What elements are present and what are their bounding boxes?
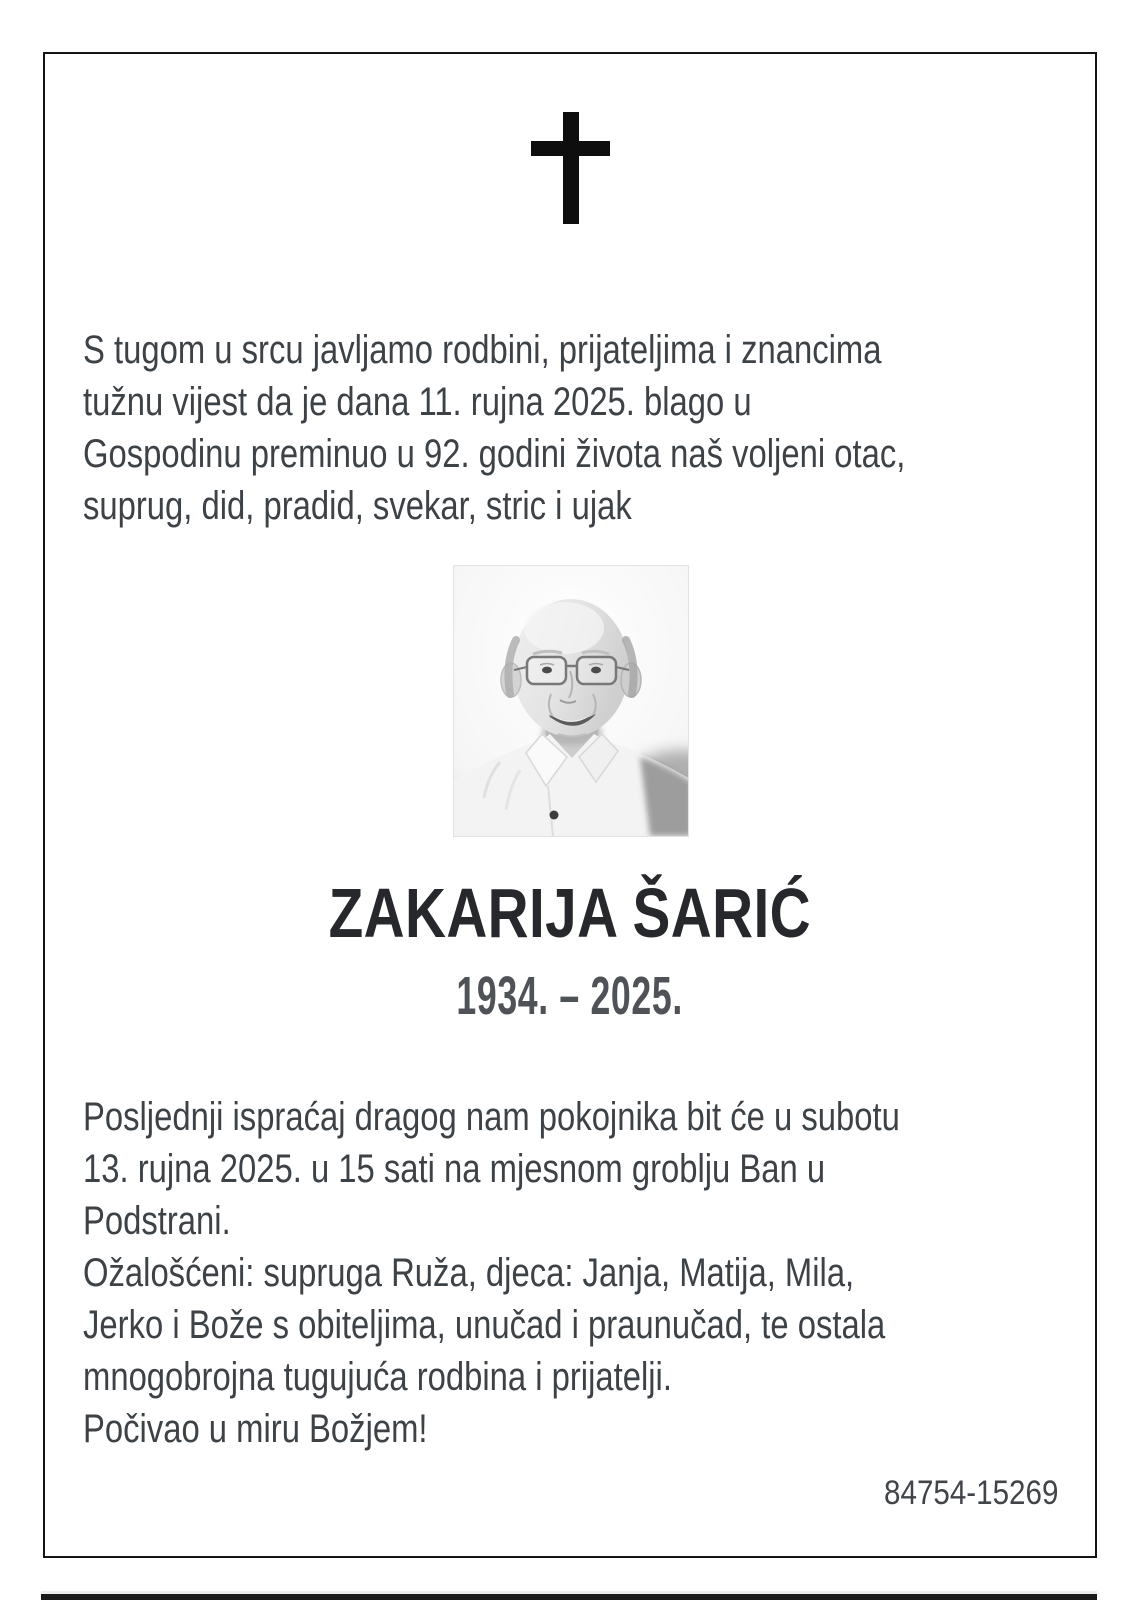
funeral-line: Posljednji ispraćaj dragog nam pokojnika bit će u subotu [83,1095,900,1139]
deceased-name-heading [45,874,1095,972]
closing-line: Počivao u miru Božjem! [83,1407,428,1451]
intro-line: suprug, did, pradid, svekar, stric i ujak [83,484,632,528]
reference-number: 84754-15269 [883,1474,1058,1512]
funeral-details-paragraph [83,1091,1083,1455]
mourners-line: Jerko i Bože s obiteljima, unučad i praunučad, te ostala [83,1303,886,1347]
deceased-name: ZAKARIJA ŠARIĆ [328,874,812,952]
deceased-portrait-photo [453,565,689,837]
mourners-line: mnogobrojna tugujuća rodbina i prijatelji. [83,1355,672,1399]
intro-line: S tugom u srcu javljamo rodbini, prijateljima i znancima [83,328,882,372]
reference-number-row [858,1473,1058,1520]
intro-line: tužnu vijest da je dana 11. rujna 2025. blago u [83,380,752,424]
obituary-card [43,52,1097,1558]
intro-line: Gospodinu preminuo u 92. godini života naš voljeni otac, [83,432,906,476]
portrait-illustration [454,566,688,836]
christian-cross-icon [531,112,611,224]
life-years: 1934. – 2025. [456,966,684,1026]
next-card-top-border [41,1594,1097,1600]
mourners-line: Ožalošćeni: supruga Ruža, djeca: Janja, Matija, Mila, [83,1251,855,1295]
funeral-line: 13. rujna 2025. u 15 sati na mjesnom groblju Ban u [83,1147,826,1191]
cross-vertical-bar [563,112,579,224]
intro-paragraph [83,324,1083,532]
life-years-row [45,965,1095,1041]
funeral-line: Podstrani. [83,1199,231,1243]
